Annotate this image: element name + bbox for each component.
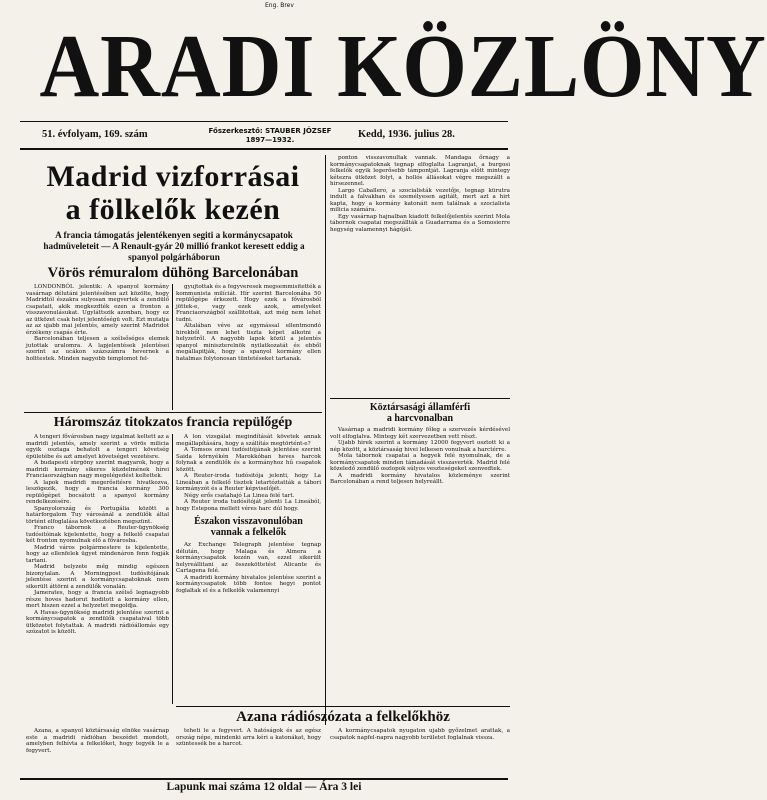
- column-divider: [172, 284, 173, 410]
- editor-block: [205, 127, 335, 145]
- masthead-rule-bottom: [20, 148, 508, 150]
- editor-name: Főszerkesztő: STAUBER JÓZSEF: [208, 127, 332, 135]
- article3-col1: Azana, a spanyol köztársaság elnöke vasárnap este a madridi rádióban beszédet mondott, amelyben felhívta a felkelőket, hogy tegyék le a fegyvert.: [26, 728, 169, 754]
- footer-note: Lapunk mai száma 12 oldal — Ára 3 lei: [166, 781, 362, 793]
- column-divider: [172, 434, 173, 704]
- main-article-col3: ponton visszavonultak vannak. Mandaga őrnagy a kormánycsapatoknak tegnap elfoglalta Lagranjat, a burgosi felkelők egyik legerősebb támpontját. Lagranja előtt mintegy kétezra ütközet folyt, a hollós állásokat végre megszállt a hirsezennel. Largo Caballero, a szocialisták vezetője, tegnap kürutra indult a falvakban és személyesen agitált, mert azt a hirt kapta, hogy a kormány katonáit nem találnak a szocialista milicia számára. Egy vasárnap hajnalban kiadott felkelőjelentés szerint Mola tábornok csapatai megszállták a Guadarrama és a Somosierre hegység valamennyi hágóját.: [330, 155, 510, 233]
- article2-col2b: Az Exchange Telegraph jelentése tegnap délután, hogy Malaga és Almera a kormánycsapatok kezén van, ezzel sikerült helyreállitani az összeköttetést Alicante és Cartagena felé. A madridi kormány hivatalos jelentése szerint a kormánycsapatok több fontos hegyi pontot foglaltak el és a felkelők valamennyi: [176, 542, 321, 594]
- section-title-barcelona: Vörös rémuralom dühöng Barcelonában: [47, 265, 299, 281]
- main-article-col1: LONDONBÓL jelentik: A spanyol kormány vasárnap délutáni jelentésében azt közölte, hogy Madridtól északra sulyosan megvertek a zendülő csapatait, akik megkezdték ezen a fronton a visszavonulásukat. Ugyláttszik azonban, hogy ez az ütközet csak helyi jelentőségü volt. Ezt mutatja az az ujabb mai jelentés, amely szerint Madridot érzékeny csapás érte. Barcelonában teljesen a szélsőséges elemek jutottak uralomra. A lapjelentések jelentései szerint az ucákon százszámra hevernek a holttestek. Minden nagyobb templomot fel-: [26, 284, 169, 362]
- volume-number: 51. évfolyam, 169. szám: [42, 129, 148, 140]
- article2-col3: Vasárnap a madridi kormány főleg a szervezés kérdésével volt elfoglalva. Mintegy két szervezetben vett részt. Ujabb hirek szerint a kormány 12000 fegyvert osztott ki a nép között, a köztársaság hivei lelkesen vonulnak a harctérre. Mola tábornok csapatai a hegyek felé nyomulnak, de a kormánycsapatok minden támadását visszaverték. Madrid felé közeledő zendülő oszlopok súlyos veszteségeket szenvedtek. A madridi kormány hivatalos közleménye szerint Barcelonában a rend teljesen helyreállt.: [330, 427, 510, 485]
- issue-date: Kedd, 1936. julius 28.: [358, 129, 455, 140]
- article-separator: [24, 412, 322, 413]
- main-subhead: A francia támogatás jelentékenyen segiti a kormánycsapatok hadmüveleteit — A Renault-gyár 20 millió frankot keresett eddig a spanyol polgárháborun: [43, 230, 305, 262]
- section-title-statesman: Köztársasági államférfi a harcvonalban: [369, 402, 471, 424]
- article3-col3: A kormánycsapatok nyugaton ujabb győzelmet arattak, a csapatok napfel-napra nagyobb területet foglalnak vissza.: [330, 728, 510, 741]
- article3-headline: Azana rádiószózata a felkelőkhöz: [236, 709, 450, 725]
- main-headline-line2: a fölkelők kezén: [65, 193, 281, 226]
- article2-col2: A lon vizsgálat megindítását követek annak megállapítására, hogy a szállítás megtörtént-e? A Tomsos orani tudósitójának jelentése szerint Saida környékén Marokkóban heves harcok folynak a zendülők és a kormányhoz hű csapatok között. A Reuter-iroda tudósitója jelenti, hogy La Lineában a felkelő tisztek letartóztatták a tábori kormányzót és a Reuter képviselőjét. Négy erős csatahajó La Linea felé tart. A Reuter iroda tudósítóját jelenti La Lineából, hogy Estepona mellett véres harc dúl hogy.: [176, 434, 321, 512]
- article2-col1: A tengeri fővárosban nagy izgalmat keltett az a madridi jelentés, amely szerint a vörös milicia egyik osztaga behatolt a tengeri követség épületébe és azt amelyet követséget vezetésre. A budapesti sürgöny szerint magyarok, hogy a madridi kormány sikeres küzdelmének hírei Franciaországban nagy megelégedést keltettek. A lapok madridi megerősitésre hivatkozva, leszögezik, hogy a francia kormány 300 repülőgépet bocsátott a spanyol kormány rendelkezésére. Spanyolország és Portugália között a határforgalom Tuy városánál a zendülők által történt elfoglalása következtében megszünt. Franco tábornok a Reuter-ügynökség tudósitóinak kijelentette, hogy a felkelő csapatai két fronton nyomulnak elő a fővárosba. Madrid város polgármestere is kijelentette, hogy az ellenfelek ügyet mindenáron fenn fogják tartani. Madrid helyzete még mindig egészen bizonytalan. A Morningpost tudósitójának jelentése szerint a kormánycsapatoknak nem sikerült áttörni a zendülők vonalán. Jamerates, hogy a francia szélső legnagyobb része hoves hadorut hoditott a kormány ellen, mert hiszen ezzel a helyzetet megoldja. A Havas-ügynökség madridi jelentése szerint a kormánycsapatok a zendülők csapataival több ütközetet folytattak. A madridi rádióállomás egy szózatot is közölt.: [26, 434, 169, 635]
- footer-rule: [20, 778, 508, 780]
- editor-years: 1897—1932.: [245, 136, 295, 144]
- main-article-col2: gyujtottak és a fegyveresek megsemmisitették a kommunista milíciát. Hír szerint Barcelonába 50 repülőgépe érkezett. Hogy ezek a fővárosból jöttek-e, vagy ezek azok, amelyeket Franciaországból szállitottak, azt még nem lehet tudni. Általában véve az egymással ellentmondó hirekből nem lehet tiszta képet alkotni a helyzetről. A nagyobb lapok közül a jelentés spanyol miniszterelnök nyilatkozatát és ebből megállapitják, hogy a spanyol kormány ellen hatalmas folytonosan tüntetéseket tartanak.: [176, 284, 321, 362]
- masthead-rule-top: [20, 121, 508, 122]
- main-headline-line1: Madrid vizforrásai: [46, 160, 300, 193]
- newspaper-title: ARADI KÖZLÖNY: [39, 17, 767, 116]
- column-divider: [325, 155, 326, 725]
- main-headline: [24, 160, 322, 226]
- article-separator: [330, 398, 510, 399]
- article-separator: [176, 706, 510, 707]
- article2-headline: Háromszáz titokzatos francia repülőgép: [53, 415, 293, 430]
- section-title-north: Északon visszavonulóban vannak a felkelők: [194, 516, 303, 538]
- masthead-note: Eng. Brev: [265, 2, 294, 9]
- article3-col2: teheti le a fegyvert. A hatóságok és az egész ország népe, mindenki arra kéri a katonákat, hogy szüntessék be a harcot.: [176, 728, 321, 747]
